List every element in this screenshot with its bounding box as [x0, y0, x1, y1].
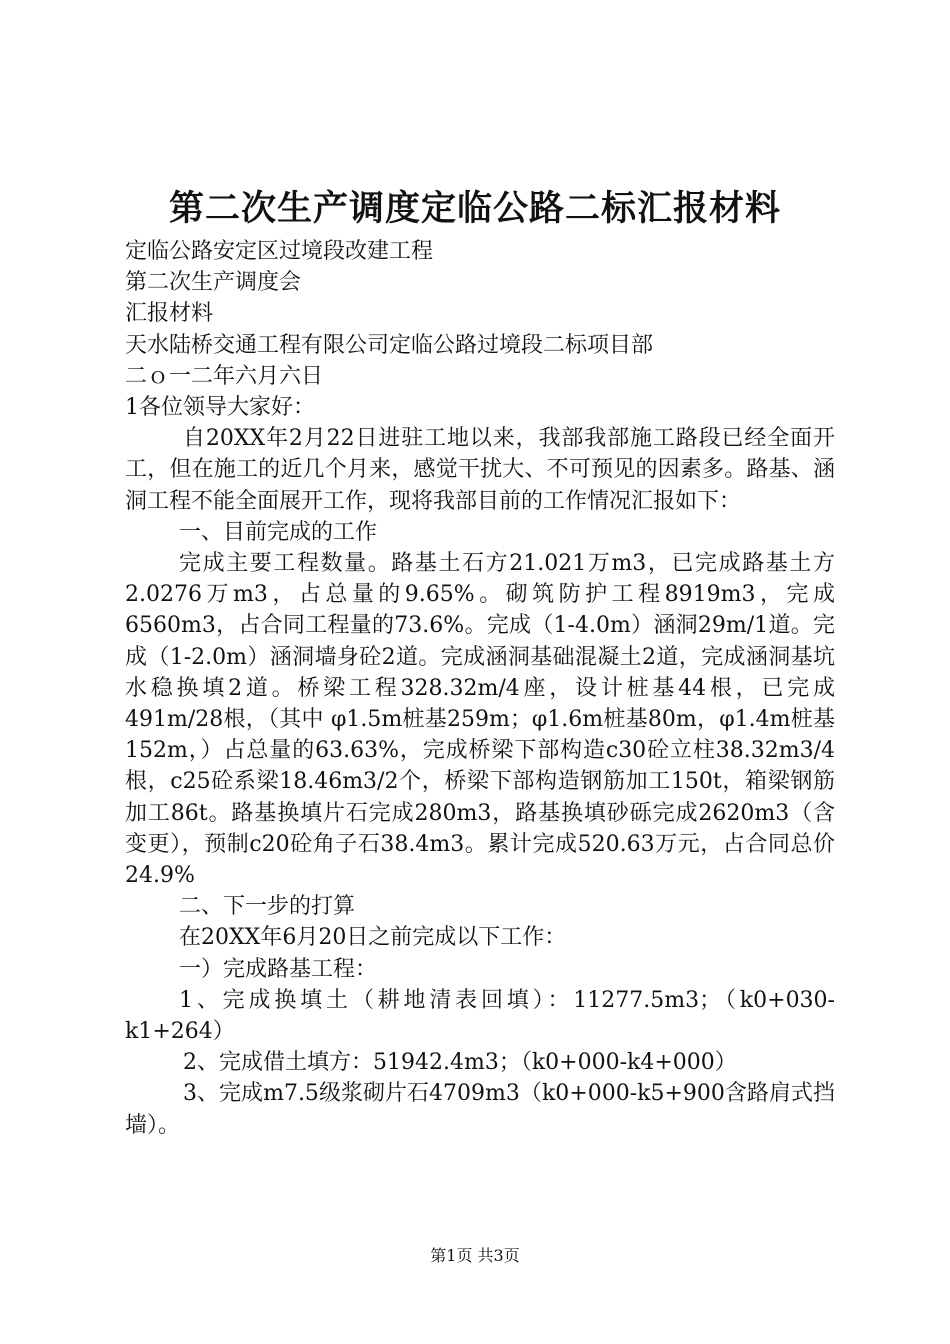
list-item: 3、完成m7.5级浆砌片石4709m3（k0+000-k5+900含路肩式挡墙）。	[125, 1081, 835, 1138]
meeting-name-line: 第二次生产调度会	[125, 270, 302, 296]
intro-paragraph: 自20XX年2月22日进驻工地以来，我部我部施工路段已经全面开工，但在施工的近几个月来，感觉干扰大、不可预见的因素多。路基、涵洞工程不能全面展开工作，现将我部目前的工作情况汇报如下：	[125, 426, 835, 514]
company-name-line: 天水陆桥交通工程有限公司定临公路过境段二标项目部	[125, 332, 654, 358]
section-heading-next-steps: 二、下一步的打算	[179, 894, 356, 920]
project-name-line: 定临公路安定区过境段改建工程	[125, 239, 434, 264]
completed-work-paragraph: 完成主要工程数量。路基土石方21.021万m3，已完成路基土方2.0276万m3，占总量的9.65%。砌筑防护工程8919m3，完成6560m3，占合同工程量的73.6%。完成（1-4.0m）涵洞29m/1道。完成（1-2.0m）涵洞墙身砼2道。完成涵洞基础混凝土2道，完成涵洞基坑水稳换填2道。桥梁工程328.32m/4座，设计桩基44根，已完成491m/28根，（其中 φ1.5m桩基259m；φ1.6m桩基80m，φ1.4m桩基152m，）占总量的63.63%，完成桥梁下部构造c30砼立柱38.32m3/4根，c25砼系梁18.46m3/2个，桥梁下部构造钢筋加工150t，箱梁钢筋加工86t。路基换填片石完成280m3，路基换填砂砾完成2620m3（含变更），预制c20砼角子石38.4m3。累计完成520.63万元，占合同总价24.9%	[125, 551, 835, 889]
section-heading-current-work: 一、目前完成的工作	[179, 519, 378, 545]
document-body	[125, 236, 835, 1141]
document-title: 第二次生产调度定临公路二标汇报材料	[168, 189, 781, 229]
page-footer: 第1页 共3页	[430, 1246, 520, 1265]
date-line: 二ｏ一二年六月六日	[125, 363, 324, 389]
greeting-line: 1各位领导大家好：	[125, 395, 315, 421]
list-item: 1、完成换填土（耕地清表回填）：11277.5m3；（k0+030-k1+264）	[125, 987, 835, 1045]
subsection-roadbed: 一）完成路基工程：	[179, 956, 378, 982]
list-item: 2、完成借土填方：51942.4m3；（k0+000-k4+000）	[183, 1050, 737, 1076]
deadline-paragraph: 在20XX年6月20日之前完成以下工作：	[179, 925, 567, 951]
material-type-line: 汇报材料	[125, 301, 214, 327]
